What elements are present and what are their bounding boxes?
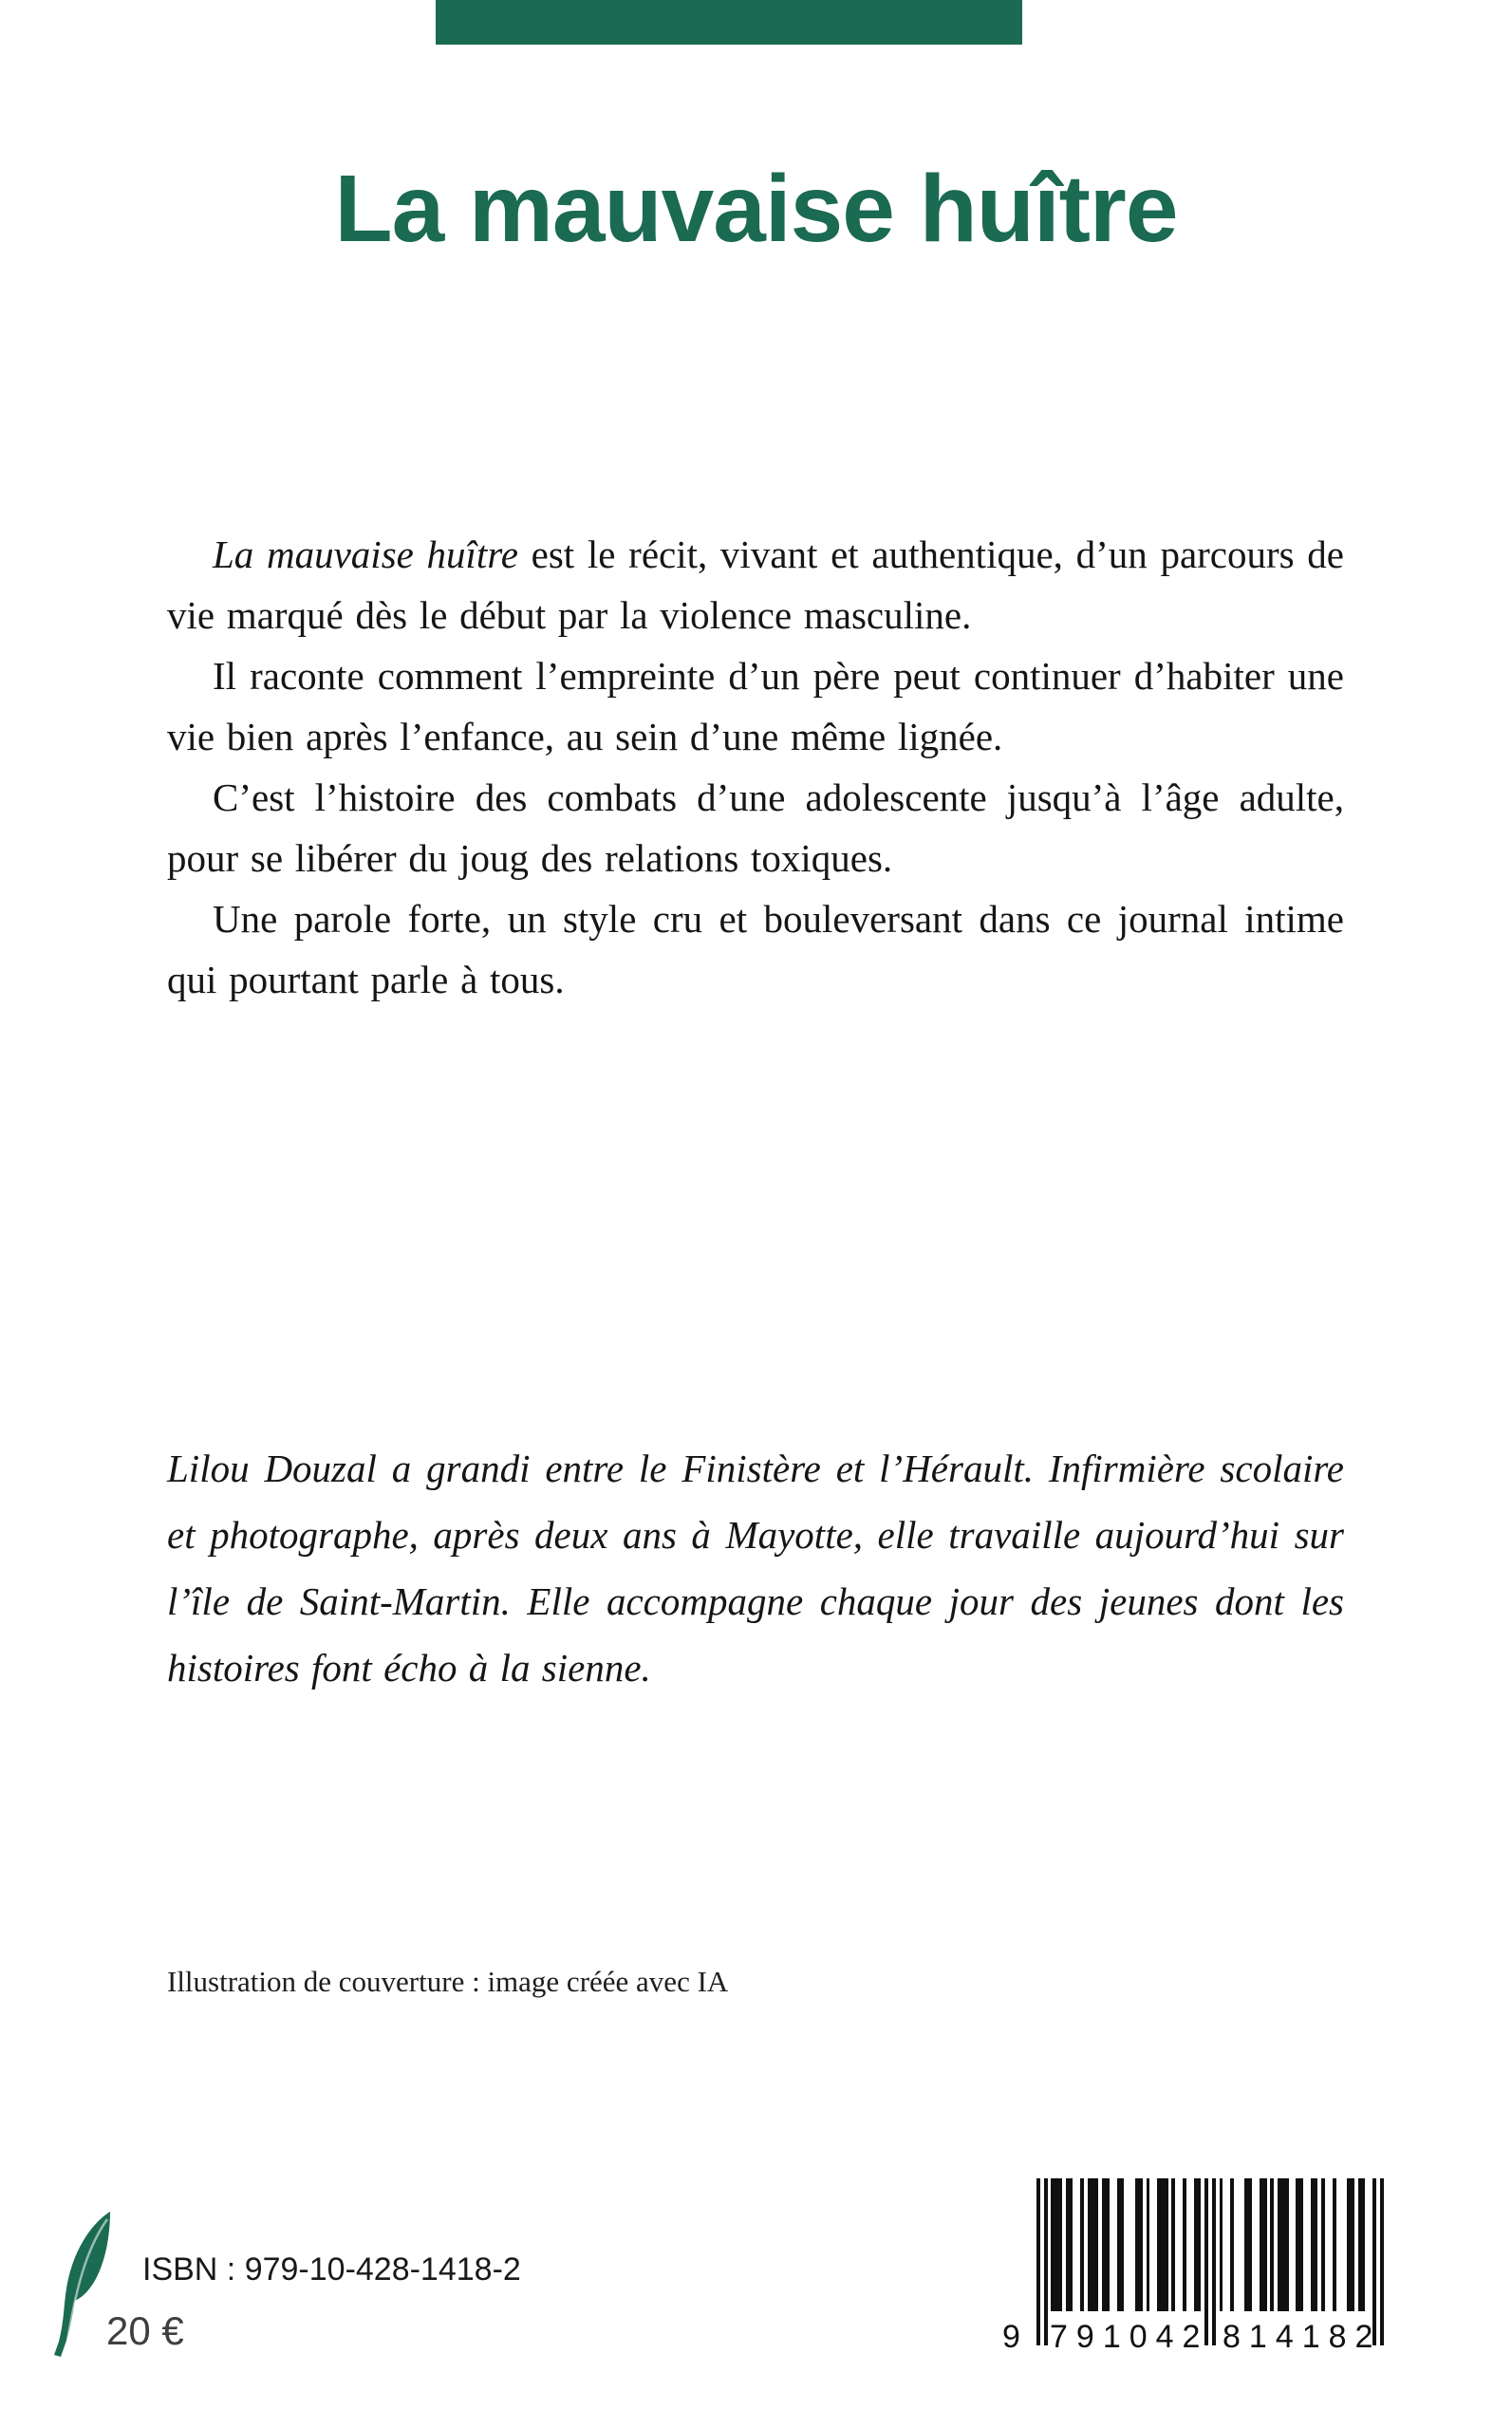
top-accent-bar xyxy=(436,0,1022,45)
synopsis-paragraph-3: C’est l’histoire des combats d’une adolescente jusqu’à l’âge adulte, pour se libérer du joug des relations toxiques. xyxy=(167,775,1344,880)
price-text: 20 € xyxy=(106,2308,184,2353)
book-title-mention: La mauvaise huître xyxy=(213,532,518,576)
barcode-digits-left: 791042 xyxy=(1050,2319,1209,2355)
synopsis xyxy=(167,524,1344,1010)
barcode-digit-lead: 9 xyxy=(1002,2319,1020,2355)
barcode-digits-right: 814182 xyxy=(1223,2319,1382,2355)
synopsis-paragraph-1-text: est le récit, vivant et authentique, d’un parcours de vie marqué dès le début par la violence masculine. xyxy=(167,532,1344,637)
author-bio: Lilou Douzal a grandi entre le Finistère et l’Hérault. Infirmière scolaire et photographe, après deux ans à Mayotte, elle travaille aujourd’hui sur l’île de Saint-Martin. Elle accompagne chaque jour des jeunes dont les histoires font écho à la sienne. xyxy=(167,1447,1344,1690)
barcode-numbers xyxy=(1002,2317,1384,2357)
book-title: La mauvaise huître xyxy=(334,156,1178,262)
ean13-barcode xyxy=(1002,2178,1384,2364)
isbn-text: ISBN : 979-10-428-1418-2 xyxy=(142,2251,521,2288)
illustration-credit: Illustration de couverture : image créée avec IA xyxy=(167,1965,729,1998)
synopsis-paragraph-4: Une parole forte, un style cru et bouleversant dans ce journal intime qui pourtant parle à tous. xyxy=(167,897,1344,1001)
synopsis-paragraph-2: Il raconte comment l’empreinte d’un père peut continuer d’habiter une vie bien après l’enfance, au sein d’une même lignée. xyxy=(167,654,1344,758)
synopsis-paragraph-1 xyxy=(167,524,1344,645)
